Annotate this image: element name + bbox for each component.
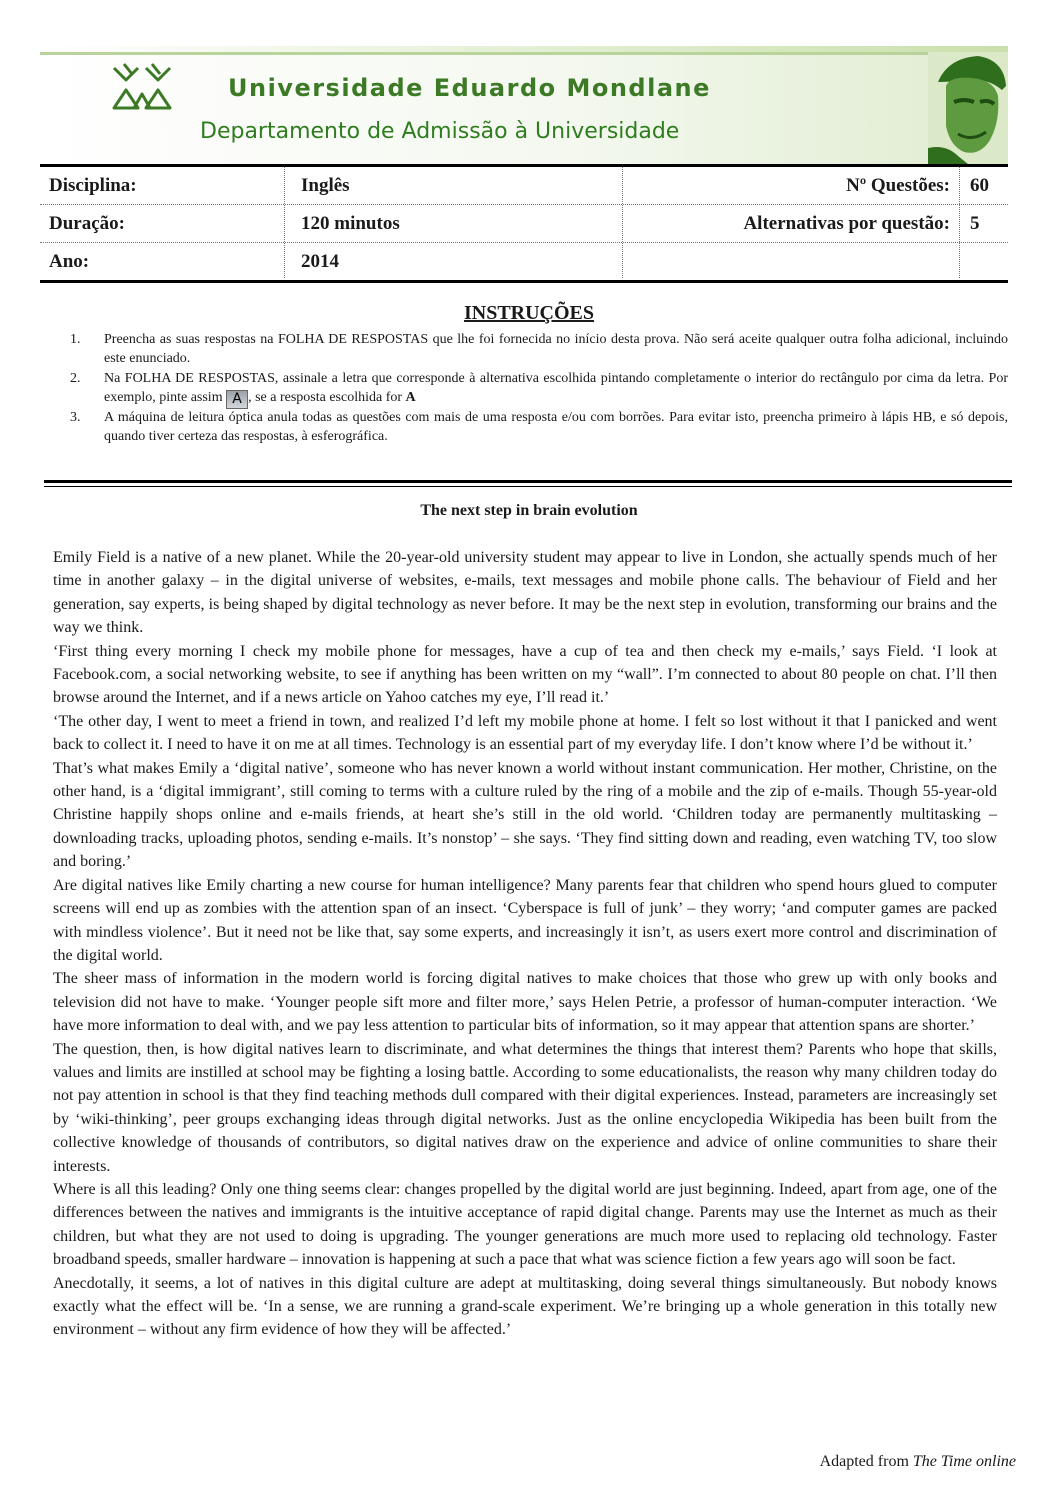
article-paragraph: Anecdotally, it seems, a lot of natives in this digital culture are adept at multitasking, doing several things simultaneously. But nobody knows exactly what the effect will be. ‘In a sense, we are running a grand-scale experiment. We’re bringing up a whole generation in this totally new environment – without any firm evidence of how they will be affected.’ xyxy=(53,1274,997,1339)
instruction-item xyxy=(70,369,1008,407)
section-divider xyxy=(44,486,1012,487)
founder-portrait-icon xyxy=(928,52,1008,164)
filled-answer-example-icon: A xyxy=(226,390,248,409)
questions-value: 60 xyxy=(970,175,989,196)
alternatives-label: Alternativas por questão: xyxy=(743,213,950,234)
table-row xyxy=(40,242,1008,280)
subject-value: Inglês xyxy=(301,175,350,196)
year-label: Ano: xyxy=(49,251,90,272)
instruction-text: Preencha as suas respostas na FOLHA DE RESPOSTAS que lhe foi fornecida no início desta prova. Não será aceite qualquer outra folha adicional, incluindo este enunciado. xyxy=(104,332,1008,366)
exam-info-table xyxy=(40,164,1008,283)
article-paragraph: Where is all this leading? Only one thing seems clear: changes propelled by the digital world are just beginning. Indeed, apart from age, one of the differences between the natives and immigrants is the intuitive acceptance of rapid digital change. Parents may use the Internet as much as their children, but what they are not used to doing is upgrading. The younger generations are much more used to replacing old technology. Faster broadband speeds, smaller hardware – innovation is happening at such a pace that what was science fiction a few years ago will soon be fact. xyxy=(53,1180,997,1269)
source-name: The Time online xyxy=(912,1453,1016,1470)
alternatives-value: 5 xyxy=(970,213,980,234)
answer-letter: A xyxy=(405,390,416,405)
instruction-item xyxy=(70,330,1008,368)
table-row xyxy=(40,204,1008,242)
instructions-list xyxy=(70,330,1008,447)
table-row xyxy=(40,167,1008,204)
subject-label: Disciplina: xyxy=(49,175,137,196)
instruction-number: 2. xyxy=(70,371,81,386)
article-paragraph: The sheer mass of information in the modern world is forcing digital natives to make choices that those who grew up with only books and television did not have to make. ‘Younger people sift more and filter more,’ says Helen Petrie, a professor of human-computer interaction. ‘We have more information to deal with, and we pay less attention to particular bits of information, so it may appear that attention spans are shorter.’ xyxy=(53,970,997,1035)
article-paragraph: That’s what makes Emily a ‘digital native’, someone who has never known a world without instant communication. Her mother, Christine, on the other hand, is a ‘digital immigrant’, still coming to terms with a culture ruled by the ring of a mobile and the zip of e-mails. Though 55-year-old Christine happily shops online and e-mails friends, at heart she’s still in the old world. ‘Children today are permanently multitasking – downloading tracks, uploading photos, sending e-mails. It’s nonstop’ – she says. ‘They find sitting down and reading, even watching TV, too slow and boring.’ xyxy=(53,759,997,871)
article-paragraph: ‘First thing every morning I check my mobile phone for messages, have a cup of tea and then check my e-mails,’ says Field. ‘I look at Facebook.com, a social networking website, to see if anything has been written on my “wall”. I’m connected to about 80 people on chat. I’ll then browse around the Internet, and if a news article on Yahoo catches my eye, I’ll read it.’ xyxy=(53,642,997,707)
instruction-text: , se a resposta escolhida for xyxy=(248,390,403,405)
article-title: The next step in brain evolution xyxy=(420,502,638,519)
instruction-text: A máquina de leitura óptica anula todas as questões com mais de uma resposta e/ou com borrões. Para evitar isto, preencha primeiro à lápis HB, e só depois, quando tiver certeza das respostas, à esferográfica. xyxy=(104,410,1008,444)
header-banner xyxy=(40,52,1008,167)
instructions-heading: INSTRUÇÕES xyxy=(463,302,595,324)
university-logo-icon xyxy=(110,60,174,112)
article-paragraph: The question, then, is how digital natives learn to discriminate, and what determines the things that interest them? Parents who hope that skills, values and limits are instilled at school may be fighting a losing battle. According to some educationalists, the reason why many children today do not pay attention in school is that they find teaching methods dull compared with their digital experiences. Instead, parameters are increasingly set by ‘wiki-thinking’, peer groups exchanging ideas through digital networks. Just as the online encyclopedia Wikipedia has been built from the collective knowledge of thousands of contributors, so digital natives draw on the experience and advice of online communities to share their interests. xyxy=(53,1040,997,1175)
instruction-text: Na FOLHA DE RESPOSTAS, assinale a letra que corresponde à alternativa escolhida pintando completamente o interior do rectângulo por cima da letra. Por exemplo, pinte assim xyxy=(104,371,1008,405)
duration-value: 120 minutos xyxy=(301,213,400,234)
duration-label: Duração: xyxy=(49,213,125,234)
department-name: Departamento de Admissão à Universidade xyxy=(200,119,680,144)
year-value: 2014 xyxy=(301,251,339,272)
article-paragraph: Are digital natives like Emily charting a new course for human intelligence? Many parents fear that children who spend hours glued to computer screens will end up as zombies with the attention span of an insect. ‘Cyberspace is full of junk’ – they worry; ‘and computer games are packed with mindless violence’. But it need not be like that, say some experts, and increasingly it isn’t, as users exert more control and discrimination of the digital world. xyxy=(53,876,997,964)
section-divider xyxy=(44,480,1012,483)
instruction-item xyxy=(70,408,1008,446)
university-name: Universidade Eduardo Mondlane xyxy=(228,74,711,102)
article-body xyxy=(53,546,997,1342)
article-paragraph: ‘The other day, I went to meet a friend in town, and realized I’d left my mobile phone at home. I felt so lost without it that I panicked and went back to collect it. I need to have it on me at all times. Technology is an essential part of my everyday life. I don’t know where I’d be without it.’ xyxy=(53,712,997,754)
article-paragraph: Emily Field is a native of a new planet. While the 20-year-old university student may appear to live in London, she actually spends much of her time in another galaxy – in the digital universe of websites, e-mails, text messages and mobile phone calls. The behaviour of Field and her generation, say experts, is being shaped by digital technology as never before. It may be the next step in evolution, transforming our brains and the way we think. xyxy=(53,549,997,637)
instruction-number: 1. xyxy=(70,332,81,347)
instruction-number: 3. xyxy=(70,410,81,425)
article-source xyxy=(820,1453,1016,1471)
source-prefix: Adapted from xyxy=(819,1453,913,1470)
questions-label: Nº Questões: xyxy=(846,175,950,196)
